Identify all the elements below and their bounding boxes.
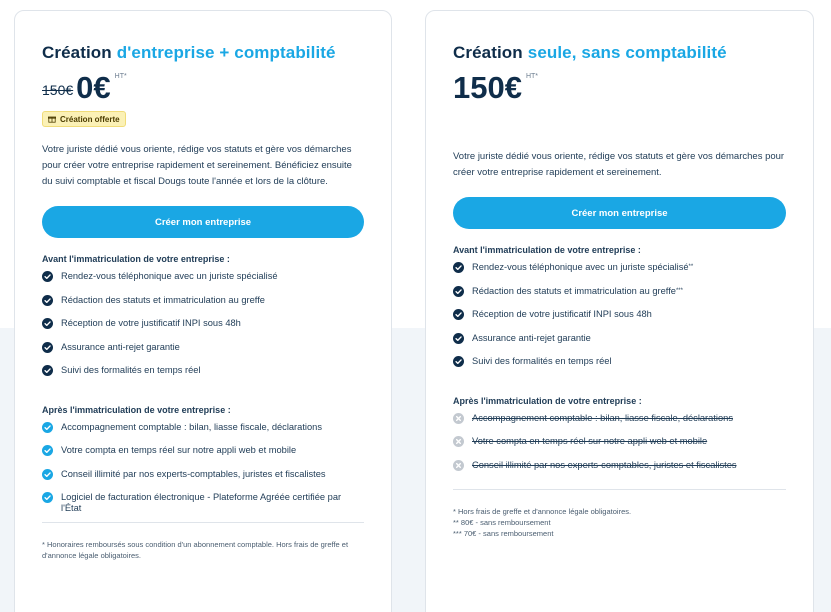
cross-circle-icon — [453, 436, 464, 447]
feature-item-label: Rédaction des statuts et immatriculation au greffe — [61, 294, 265, 305]
feature-item-label: Rédaction des statuts et immatriculation au greffe — [472, 285, 676, 296]
feature-item — [453, 356, 786, 380]
check-circle-icon — [42, 469, 53, 480]
after-section-title: Après l'immatriculation de votre entreprise : — [453, 395, 642, 406]
card-description: Votre juriste dédié vous oriente, rédige vos statuts et gère vos démarches pour créer votre entreprise rapidement et sereinement. Bénéficiez ensuite du suivi comptable et fiscal Dougs toute l'année et lors de la clôture. — [42, 144, 352, 187]
price-suffix: HT* — [525, 73, 539, 80]
price-suffix: HT* — [114, 73, 127, 80]
pricing-card-with-accounting — [14, 10, 392, 612]
check-circle-icon — [42, 318, 53, 329]
check-circle-icon — [42, 445, 53, 456]
card-title-accent: seule, sans comptabilité — [527, 43, 727, 62]
check-circle-icon — [453, 262, 464, 273]
card-title-main: Création — [42, 43, 112, 62]
before-section-title: Avant l'immatriculation de votre entreprise : — [453, 245, 641, 255]
price: 0€ — [76, 70, 111, 105]
before-list — [453, 262, 786, 380]
feature-item — [453, 309, 786, 333]
card-description: Votre juriste dédié vous oriente, rédige vos statuts et gère vos démarches pour créer votre entreprise rapidement et sereinement. — [453, 151, 785, 178]
price-row — [42, 71, 364, 109]
feature-item — [42, 365, 364, 389]
price-row — [453, 71, 786, 109]
before-list — [42, 271, 364, 389]
footnote: * Honoraires remboursés sous condition d'un abonnement comptable. Hors frais de greffe et d'annonce légale obligatoires. — [42, 539, 349, 560]
feature-item — [453, 413, 786, 437]
feature-item-label: Accompagnement comptable : bilan, liasse fiscale, déclarations — [61, 421, 322, 432]
after-section-title: Après l'immatriculation de votre entreprise : — [42, 404, 231, 415]
before-section-title: Avant l'immatriculation de votre entreprise : — [42, 254, 230, 264]
feature-item-label: Logiciel de facturation électronique - Plateforme Agréée certifiée par l'État — [61, 492, 342, 513]
create-company-button[interactable]: Créer mon entreprise — [42, 206, 364, 238]
card-title-main: Création — [453, 43, 523, 62]
offer-badge-label: Création offerte — [60, 114, 120, 124]
feature-item-footnote-mark: *** — [675, 287, 683, 294]
after-list — [453, 413, 786, 484]
check-circle-icon — [42, 365, 53, 376]
feature-item — [42, 271, 364, 295]
feature-item-label: Assurance anti-rejet garantie — [472, 332, 591, 343]
feature-item-label: Assurance anti-rejet garantie — [61, 341, 180, 352]
feature-item — [42, 445, 364, 469]
feature-item — [453, 262, 786, 286]
footnotes — [453, 506, 786, 539]
check-circle-icon — [42, 422, 53, 433]
check-circle-icon — [453, 356, 464, 367]
card-title-accent: d'entreprise + comptabilité — [116, 43, 336, 62]
feature-item-label: Conseil illimité par nos experts-comptables, juristes et fiscalistes — [61, 468, 326, 479]
check-circle-icon — [42, 492, 53, 503]
feature-item-label: Suivi des formalités en temps réel — [61, 365, 201, 375]
feature-item — [42, 318, 364, 342]
feature-item — [42, 342, 364, 366]
feature-item — [42, 422, 364, 446]
divider — [42, 522, 364, 523]
after-list — [42, 422, 364, 516]
offer-badge — [42, 111, 126, 127]
check-circle-icon — [453, 309, 464, 320]
gift-icon — [48, 115, 56, 123]
old-price: 150€ — [42, 82, 74, 98]
create-company-button[interactable]: Créer mon entreprise — [453, 197, 786, 229]
feature-item-label: Rendez-vous téléphonique avec un juriste spécialisé — [61, 271, 278, 281]
footnote: ** 80€ - sans remboursement — [453, 518, 551, 527]
feature-item — [453, 436, 786, 460]
card-title — [42, 41, 364, 65]
feature-item-label: Rendez-vous téléphonique avec un juriste spécialisé — [472, 262, 689, 272]
feature-item — [42, 295, 364, 319]
feature-item-label: Accompagnement comptable : bilan, liasse fiscale, déclarations — [472, 412, 733, 423]
feature-item-label: Votre compta en temps réel sur notre appli web et mobile — [472, 436, 708, 446]
feature-item-label: Votre compta en temps réel sur notre appli web et mobile — [61, 445, 297, 455]
feature-item — [42, 492, 364, 516]
check-circle-icon — [42, 342, 53, 353]
pricing-card-without-accounting — [425, 10, 814, 612]
cross-circle-icon — [453, 413, 464, 424]
feature-item — [453, 460, 786, 484]
footnote: *** 70€ - sans remboursement — [453, 529, 554, 538]
feature-item-footnote-mark: ** — [688, 264, 694, 270]
check-circle-icon — [453, 333, 464, 344]
divider — [453, 489, 786, 490]
feature-item — [42, 469, 364, 493]
feature-item-label: Réception de votre justificatif INPI sous 48h — [61, 318, 241, 328]
check-circle-icon — [453, 286, 464, 297]
feature-item — [453, 286, 786, 310]
feature-item-label: Réception de votre justificatif INPI sous 48h — [472, 309, 652, 319]
footnotes — [42, 539, 364, 561]
feature-item-label: Conseil illimité par nos experts-comptables, juristes et fiscalistes — [472, 459, 737, 470]
check-circle-icon — [42, 271, 53, 282]
footnote: * Hors frais de greffe et d'annonce légale obligatoires. — [453, 507, 632, 516]
check-circle-icon — [42, 295, 53, 306]
feature-item-label: Suivi des formalités en temps réel — [472, 356, 612, 366]
feature-item — [453, 333, 786, 357]
card-title — [453, 41, 786, 65]
price: 150€ — [453, 70, 522, 105]
cross-circle-icon — [453, 460, 464, 471]
